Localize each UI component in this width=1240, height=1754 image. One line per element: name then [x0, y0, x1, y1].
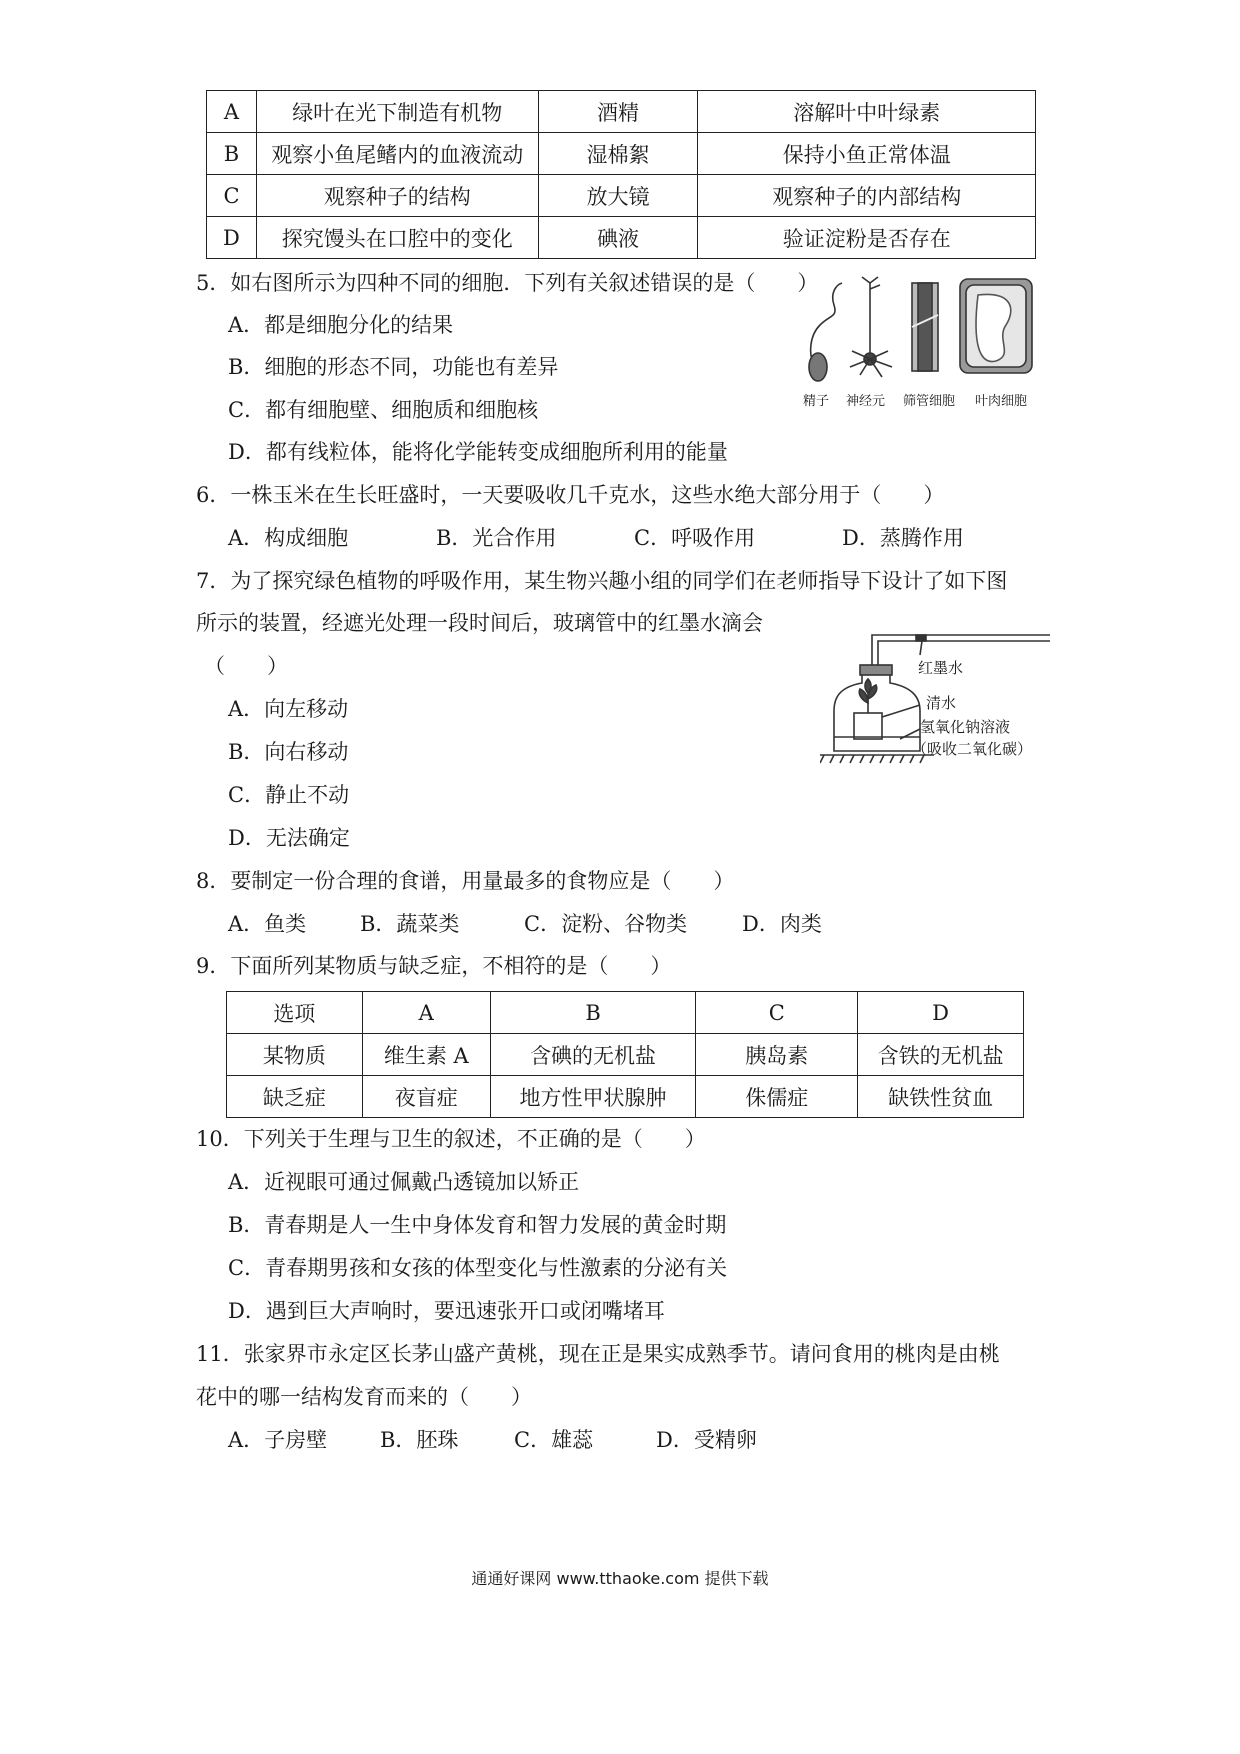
- table-row: [227, 1034, 1024, 1076]
- table-cell: 胰岛素: [696, 1034, 858, 1076]
- table-cell: 含铁的无机盐: [858, 1034, 1024, 1076]
- table-row: [227, 1076, 1024, 1118]
- material-cell: 酒精: [538, 91, 698, 133]
- question-10-option-b: B．青春期是人一生中身体发育和智力发展的黄金时期: [228, 1213, 727, 1237]
- purpose-cell: 保持小鱼正常体温: [698, 133, 1036, 175]
- question-11-stem-line-1: 11．张家界市永定区长茅山盛产黄桃，现在正是果实成熟季节。请问食用的桃肉是由桃: [196, 1342, 1000, 1366]
- figure-label-naoh: 氢氧化钠溶液: [920, 718, 1011, 736]
- purpose-cell: 溶解叶中叶绿素: [698, 91, 1036, 133]
- sieve-tube-drawing: [912, 283, 938, 371]
- table-row: [207, 175, 1036, 217]
- experiment-cell: 观察种子的结构: [256, 175, 538, 217]
- question-7-option-c: C．静止不动: [228, 783, 350, 807]
- question-6-option-d: D．蒸腾作用: [842, 526, 964, 550]
- experiment-cell: 观察小鱼尾鳍内的血液流动: [256, 133, 538, 175]
- experiment-cell: 绿叶在光下制造有机物: [256, 91, 538, 133]
- material-cell: 放大镜: [538, 175, 698, 217]
- question-5-stem: 5．如右图所示为四种不同的细胞．下列有关叙述错误的是（ ）: [196, 271, 819, 295]
- table-header-row: [227, 992, 1024, 1034]
- purpose-cell: 观察种子的内部结构: [698, 175, 1036, 217]
- question-7-stem-line-3: （ ）: [204, 654, 288, 678]
- table-cell: 地方性甲状腺肿: [490, 1076, 696, 1118]
- question-5-option-a: A．都是细胞分化的结果: [228, 313, 454, 337]
- figure-label-red-ink: 红墨水: [918, 659, 964, 677]
- question-7-option-b: B．向右移动: [228, 740, 349, 764]
- question-10-stem: 10．下列关于生理与卫生的叙述，不正确的是（ ）: [196, 1127, 706, 1151]
- neuron-drawing: [850, 277, 892, 377]
- material-cell: 湿棉絮: [538, 133, 698, 175]
- option-cell: B: [207, 133, 257, 175]
- header-cell: 选项: [227, 992, 363, 1034]
- question-9-stem: 9．下面所列某物质与缺乏症，不相符的是（ ）: [196, 954, 672, 978]
- question-7-option-d: D．无法确定: [228, 826, 350, 850]
- option-cell: A: [207, 91, 257, 133]
- experiment-cell: 探究馒头在口腔中的变化: [256, 217, 538, 259]
- question-7-option-a: A．向左移动: [228, 697, 349, 721]
- option-cell: D: [207, 217, 257, 259]
- table-row: [207, 133, 1036, 175]
- figure-label-mesophyll: 叶肉细胞: [975, 394, 1028, 409]
- question-6-option-a: A．构成细胞: [228, 526, 349, 550]
- header-cell: C: [696, 992, 858, 1034]
- page-footer: 通通好课网 www.tthaoke.com 提供下载: [471, 1569, 769, 1588]
- figure-label-neuron: 神经元: [846, 394, 886, 409]
- question-6-option-b: B．光合作用: [436, 526, 557, 550]
- figure-label-sieve-tube: 筛管细胞: [903, 394, 956, 409]
- question-5-option-b: B．细胞的形态不同，功能也有差异: [228, 355, 559, 379]
- question-11-stem-line-2: 花中的哪一结构发育而来的（ ）: [196, 1385, 532, 1409]
- table-row: [207, 91, 1036, 133]
- question-8-option-a: A．鱼类: [228, 912, 307, 936]
- figure-label-water: 清水: [926, 694, 957, 712]
- question-11-option-a: A．子房壁: [228, 1428, 328, 1452]
- question-10-option-c: C．青春期男孩和女孩的体型变化与性激素的分泌有关: [228, 1256, 728, 1280]
- question-5-option-c: C．都有细胞壁、细胞质和细胞核: [228, 398, 539, 422]
- header-cell: D: [858, 992, 1024, 1034]
- header-cell: A: [362, 992, 490, 1034]
- sperm-cell-drawing: [809, 283, 842, 381]
- question-8-option-c: C．淀粉、谷物类: [524, 912, 688, 936]
- question-8-stem: 8．要制定一份合理的食谱，用量最多的食物应是（ ）: [196, 869, 735, 893]
- question-8-option-d: D．肉类: [742, 912, 822, 936]
- deficiency-table: [226, 991, 1024, 1118]
- option-cell: C: [207, 175, 257, 217]
- question-8-option-b: B．蔬菜类: [360, 912, 460, 936]
- four-cells-figure: [800, 275, 1040, 385]
- material-cell: 碘液: [538, 217, 698, 259]
- question-10-option-d: D．遇到巨大声响时，要迅速张开口或闭嘴堵耳: [228, 1299, 665, 1323]
- table-cell: 夜盲症: [362, 1076, 490, 1118]
- mesophyll-cell-drawing: [960, 279, 1032, 373]
- question-6-stem: 6．一株玉米在生长旺盛时，一天要吸收几千克水，这些水绝大部分用于（ ）: [196, 483, 945, 507]
- purpose-cell: 验证淀粉是否存在: [698, 217, 1036, 259]
- experiment-table: [206, 90, 1036, 259]
- question-11-option-c: C．雄蕊: [514, 1428, 594, 1452]
- table-cell: 维生素 A: [362, 1034, 490, 1076]
- question-10-option-a: A．近视眼可通过佩戴凸透镜加以矫正: [228, 1170, 580, 1194]
- table-cell: 缺乏症: [227, 1076, 363, 1118]
- header-cell: B: [490, 992, 696, 1034]
- table-cell: 某物质: [227, 1034, 363, 1076]
- question-5-option-d: D．都有线粒体，能将化学能转变成细胞所利用的能量: [228, 440, 728, 464]
- question-7-stem-line-2: 所示的装置，经遮光处理一段时间后，玻璃管中的红墨水滴会: [196, 611, 763, 635]
- question-11-option-b: B．胚珠: [380, 1428, 459, 1452]
- table-cell: 缺铁性贫血: [858, 1076, 1024, 1118]
- question-7-stem-line-1: 7．为了探究绿色植物的呼吸作用，某生物兴趣小组的同学们在老师指导下设计了如下图: [196, 569, 1008, 593]
- table-cell: 含碘的无机盐: [490, 1034, 696, 1076]
- table-row: [207, 217, 1036, 259]
- question-11-option-d: D．受精卵: [656, 1428, 757, 1452]
- figure-label-naoh-note: （吸收二氧化碳）: [912, 740, 1033, 758]
- table-cell: 侏儒症: [696, 1076, 858, 1118]
- question-6-option-c: C．呼吸作用: [634, 526, 756, 550]
- figure-label-sperm: 精子: [803, 394, 830, 409]
